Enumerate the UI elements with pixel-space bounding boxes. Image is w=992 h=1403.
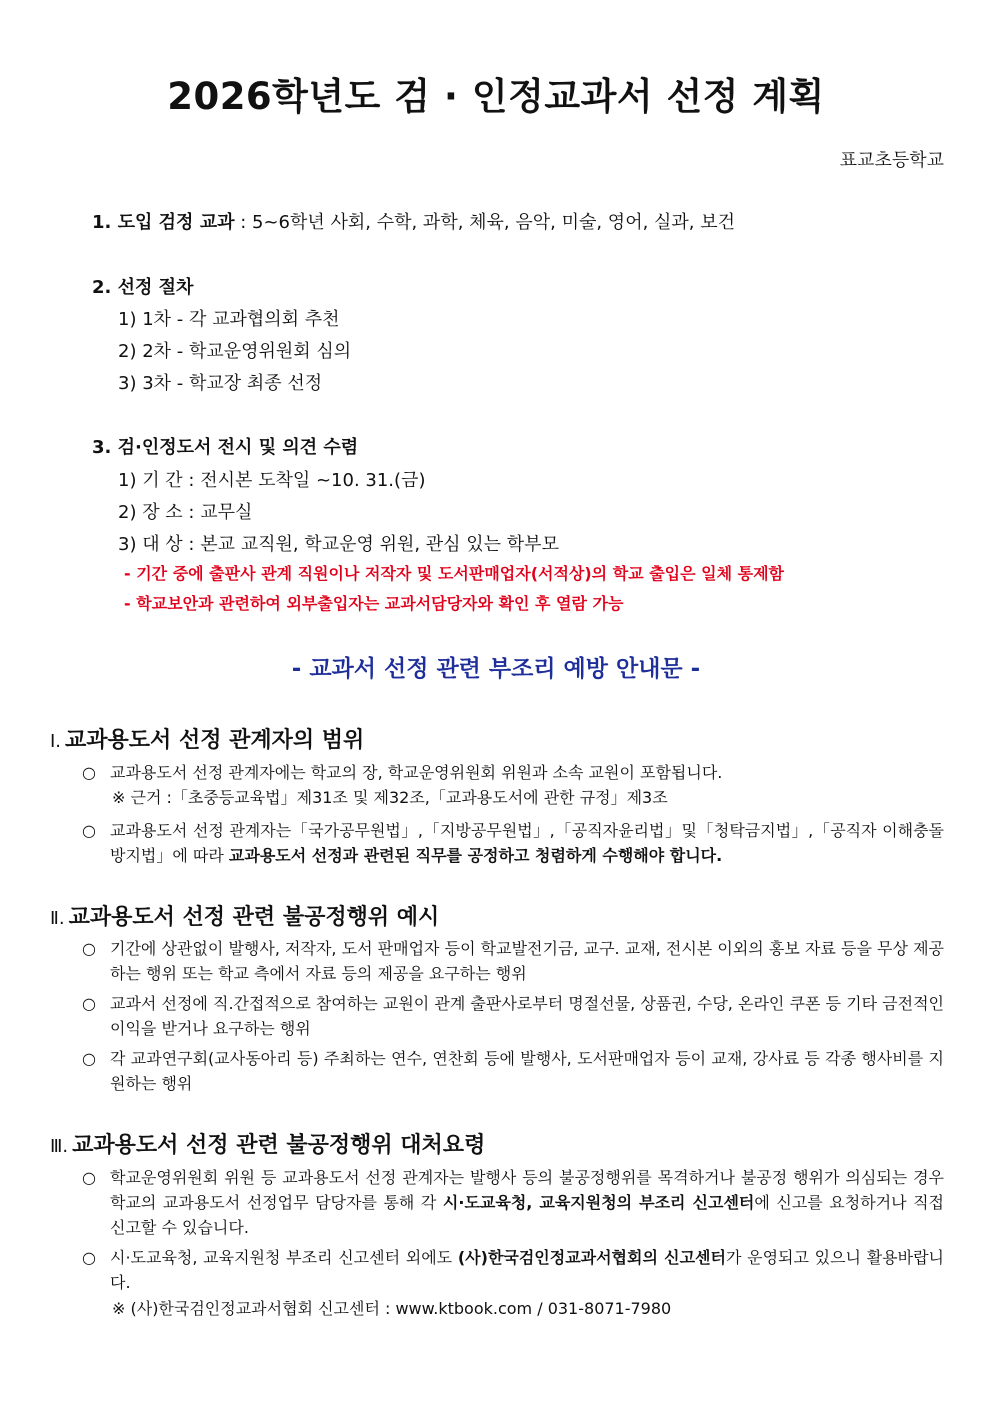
bullet-icon: ○ (82, 994, 96, 1013)
list-item (82, 1245, 944, 1295)
warning-text: - 학교보안과 관련하여 외부출입자는 교과서담당자와 확인 후 열람 가능 (124, 594, 624, 613)
part-1-heading (50, 723, 364, 754)
bullet-icon: ○ (82, 939, 96, 958)
section-1-value: : 5~6학년 사회, 수학, 과학, 체육, 음악, 미술, 영어, 실과, 보건 (234, 212, 736, 233)
list-item (82, 818, 944, 868)
note-text: ※ 근거 :「초중등교육법」제31조 및 제32조,「교과용도서에 관한 규정」제3조 (112, 788, 668, 807)
part-3-title: 교과용도서 선정 관련 불공정행위 대처요령 (72, 1133, 486, 1158)
section-2-item: 1) 1차 - 각 교과협의회 추천 (118, 309, 340, 330)
list-item (82, 1046, 944, 1096)
list-item (82, 760, 944, 785)
section-1 (92, 208, 735, 234)
part-1-number: Ⅰ. (50, 731, 62, 752)
item-text: 교과서 선정에 직.간접적으로 참여하는 교원이 관계 출판사로부터 명절선물, 상품권, 수당, 온라인 쿠폰 등 기타 금전적인 이익을 받거나 요구하는 행위 (110, 994, 944, 1038)
bullet-icon: ○ (82, 1248, 96, 1267)
document-title: 2026학년도 검 · 인정교과서 선정 계획 (167, 75, 825, 118)
item-text: 학교운영위원회 위원 등 교과용도서 선정 관계자는 발행사 등의 불공정행위를 목격하거나 불공정 행위가 의심되는 경우 학교의 교과용도서 선정업무 담당자를 통해 각 시·도교육청, 교육지원청의 부조리 신고센터에 신고를 요청하거나 직접 신고할 수 있습니다. (110, 1168, 945, 1237)
section-2-label: 2. 선정 절차 (92, 277, 194, 298)
list-item (82, 936, 944, 986)
warning-text: - 기간 중에 출판사 관계 직원이나 저작자 및 도서판매업자(서적상)의 학교 출입은 일체 통제함 (124, 564, 784, 583)
section-3-item: 2) 장 소 : 교무실 (118, 502, 253, 523)
bullet-icon: ○ (82, 763, 96, 782)
part-3-heading (50, 1128, 485, 1159)
item-text: 시·도교육청, 교육지원청 부조리 신고센터 외에도 (사)한국검인정교과서협회의 신고센터가 운영되고 있으니 활용바랍니다. (110, 1248, 944, 1292)
list-item (82, 1165, 944, 1240)
item-text: 각 교과연구회(교사동아리 등) 주최하는 연수, 연찬회 등에 발행사, 도서판매업자 등이 교재, 강사료 등 각종 행사비를 지원하는 행위 (110, 1049, 944, 1093)
note-text: ※ (사)한국검인정교과서협회 신고센터 : www.ktbook.com / 031-8071-7980 (112, 1299, 672, 1318)
item-text: 교과용도서 선정 관계자는「국가공무원법」,「지방공무원법」,「공직자윤리법」및「청탁금지법」,「공직자 이해충돌방지법」에 따라 교과용도서 선정과 관련된 직무를 공정하고 청렴하게 수행해야 합니다. (110, 821, 944, 865)
bullet-icon: ○ (82, 821, 96, 840)
section-2-item: 3) 3차 - 학교장 최종 선정 (118, 373, 323, 394)
part-2-number: Ⅱ. (50, 908, 65, 929)
part-3-number: Ⅲ. (50, 1136, 69, 1157)
section-2-item: 2) 2차 - 학교운영위원회 심의 (118, 341, 352, 362)
item-text: 교과용도서 선정 관계자에는 학교의 장, 학교운영위원회 위원과 소속 교원이 포함됩니다. (110, 763, 723, 782)
part-2-heading (50, 900, 439, 931)
part-1-title: 교과용도서 선정 관계자의 범위 (65, 728, 365, 753)
bullet-icon: ○ (82, 1049, 96, 1068)
notice-title: - 교과서 선정 관련 부조리 예방 안내문 - (291, 656, 701, 682)
school-name: 표교초등학교 (839, 150, 944, 171)
bullet-icon: ○ (82, 1168, 96, 1187)
part-2-title: 교과용도서 선정 관련 불공정행위 예시 (68, 905, 440, 930)
section-1-label: 1. 도입 검정 교과 (92, 212, 235, 233)
item-text: 기간에 상관없이 발행사, 저작자, 도서 판매업자 등이 학교발전기금, 교구. 교재, 전시본 이외의 홍보 자료 등을 무상 제공하는 행위 또는 학교 측에서 자료 등의 제공을 요구하는 행위 (110, 939, 944, 983)
section-3-label: 3. 검·인정도서 전시 및 의견 수렴 (92, 437, 359, 458)
section-3-item: 3) 대 상 : 본교 교직원, 학교운영 위원, 관심 있는 학부모 (118, 534, 559, 555)
section-3-item: 1) 기 간 : 전시본 도착일 ~10. 31.(금) (118, 470, 426, 491)
list-item (82, 991, 944, 1041)
